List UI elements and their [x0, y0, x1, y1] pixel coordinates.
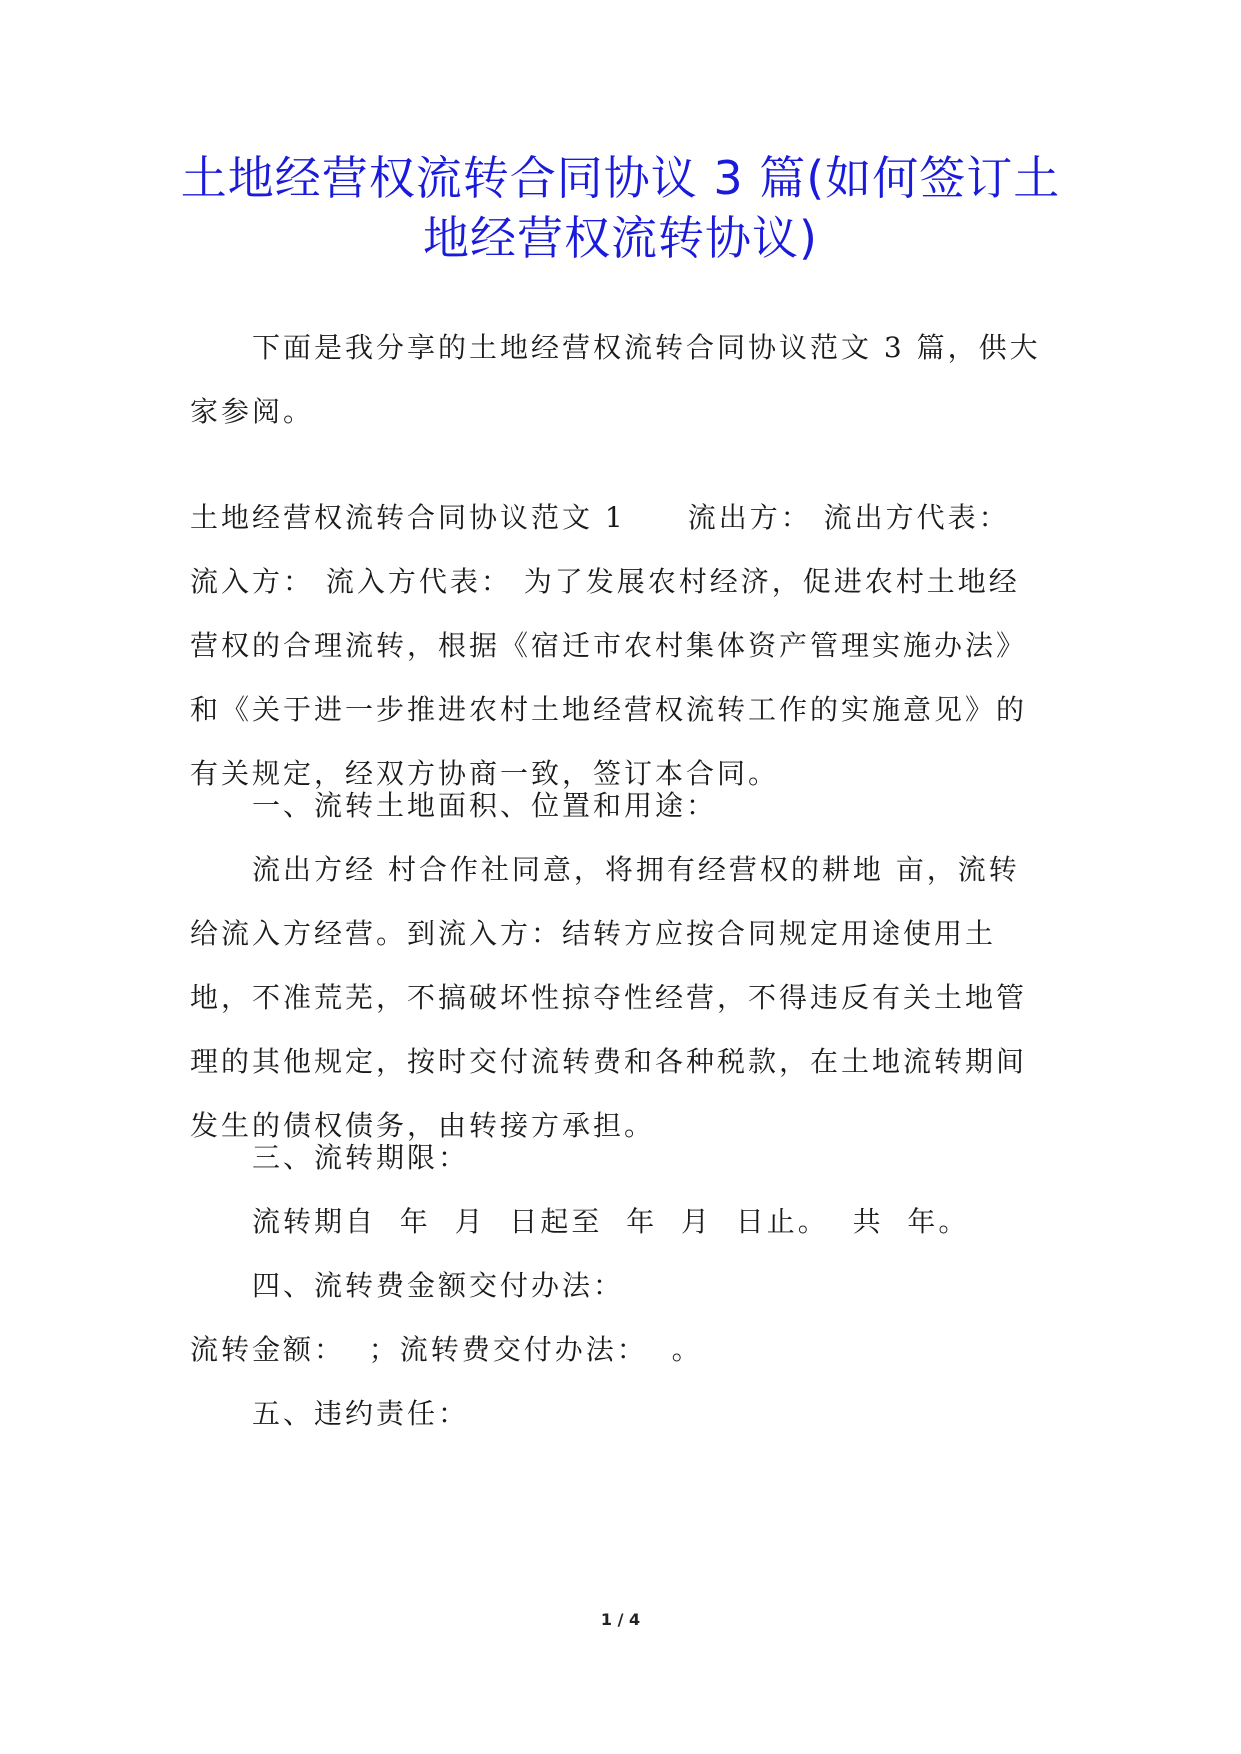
item-1-heading: 一、流转土地面积、位置和用途：	[252, 789, 718, 822]
section-1-paragraph: 土地经营权流转合同协议范文 1 流出方： 流出方代表： 流入方： 流入方代表： 为了发展农村经济，促进农村土地经营权的合理流转，根据《宿迁市农村集体资产管理实施办法》和《关于进一步推进农村土地经营权流转工作的实施意见》的有关规定，经双方协商一致，签订本合同。	[190, 501, 1028, 790]
item-3-heading: 三、流转期限：	[252, 1141, 470, 1174]
page-number: 1 / 4	[600, 1610, 641, 1629]
intro-paragraph: 下面是我分享的土地经营权流转合同协议范文 3 篇，供大家参阅。	[190, 331, 1041, 428]
item-4-heading: 四、流转费金额交付办法：	[252, 1269, 625, 1302]
item-1-body: 流出方经 村合作社同意，将拥有经营权的耕地 亩，流转给流入方经营。到流入方：结转方应按合同规定用途使用土地，不准荒芜，不搞破坏性掠夺性经营，不得违反有关土地管理的其他规定，按时交付流转费和各种税款，在土地流转期间发生的债权债务，由转接方承担。	[190, 853, 1028, 1142]
title-line-2: 地经营权流转协议)	[423, 211, 818, 265]
document-title	[150, 148, 1091, 268]
title-line-1: 土地经营权流转合同协议 3 篇(如何签订土	[180, 151, 1061, 205]
item-3-body: 流转期自 年 月 日起至 年 月 日止。 共 年。	[252, 1205, 970, 1238]
item-5-heading: 五、违约责任：	[252, 1397, 470, 1430]
item-4-body: 流转金额： ；流转费交付办法： 。	[190, 1333, 703, 1366]
